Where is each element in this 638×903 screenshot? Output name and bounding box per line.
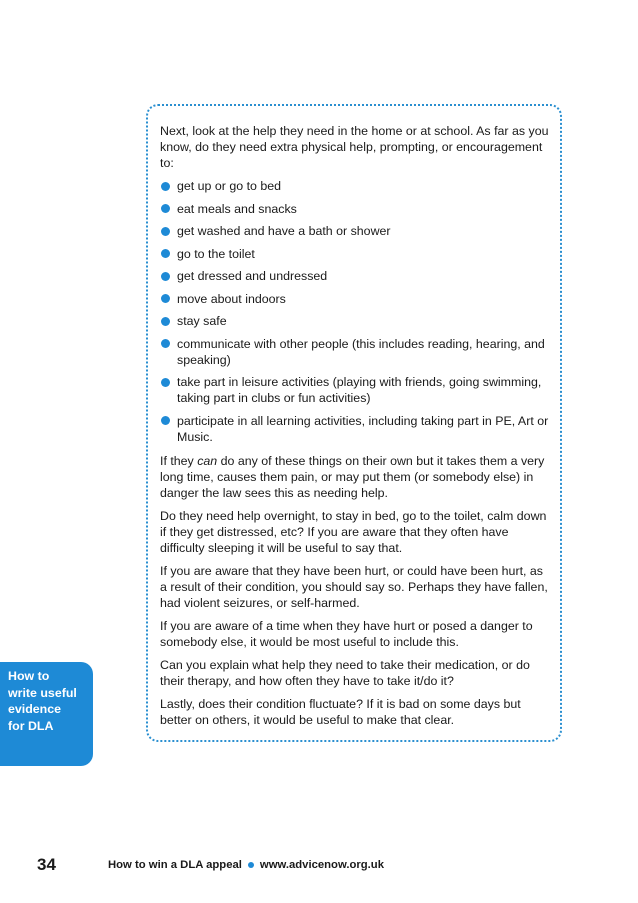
list-item: stay safe bbox=[160, 313, 550, 329]
footer-title: How to win a DLA appeal bbox=[108, 859, 242, 871]
content-box bbox=[160, 123, 550, 735]
page-number: 34 bbox=[37, 855, 56, 874]
medication-paragraph: Can you explain what help they need to take their medication, or do their therapy, and how often they have to take it/do it? bbox=[160, 657, 530, 688]
list-item: get washed and have a bath or shower bbox=[160, 223, 550, 239]
bullet-icon bbox=[161, 317, 170, 326]
bullet-icon bbox=[161, 339, 170, 348]
list-item: get dressed and undressed bbox=[160, 268, 550, 284]
list-item: eat meals and snacks bbox=[160, 201, 550, 217]
footer-url: www.advicenow.org.uk bbox=[259, 859, 384, 871]
can-paragraph: If they can do any of these things on their own but it takes them a very long time, causes them pain, or may put them (or somebody else) in danger the law sees this as needing help. bbox=[160, 453, 545, 500]
list-item: participate in all learning activities, including taking part in PE, Art or Music. bbox=[160, 413, 550, 445]
bullet-separator-icon bbox=[248, 862, 254, 868]
fluctuate-paragraph: Lastly, does their condition fluctuate? If it is bad on some days but better on others, it would be useful to make that clear. bbox=[160, 696, 521, 727]
list-item: get up or go to bed bbox=[160, 178, 550, 194]
hurt-paragraph: If you are aware that they have been hurt, or could have been hurt, as a result of their condition, you should say so. Perhaps they have fallen, had violent seizures, or self-harmed. bbox=[160, 563, 548, 610]
footer bbox=[108, 859, 384, 871]
bullet-icon bbox=[161, 182, 170, 191]
bullet-icon bbox=[161, 249, 170, 258]
bullet-icon bbox=[161, 294, 170, 303]
section-tab: How to write useful evidence for DLA bbox=[0, 662, 93, 766]
bullet-icon bbox=[161, 378, 170, 387]
list-item: communicate with other people (this includes reading, hearing, and speaking) bbox=[160, 336, 550, 368]
intro-paragraph: Next, look at the help they need in the home or at school. As far as you know, do they need extra physical help, prompting, or encouragement to: bbox=[160, 124, 549, 170]
list-item: move about indoors bbox=[160, 291, 550, 307]
list-item: go to the toilet bbox=[160, 246, 550, 262]
bullet-icon bbox=[161, 204, 170, 213]
danger-paragraph: If you are aware of a time when they have hurt or posed a danger to somebody else, it would be most useful to include this. bbox=[160, 618, 533, 649]
bullet-icon bbox=[161, 227, 170, 236]
overnight-paragraph: Do they need help overnight, to stay in bed, go to the toilet, calm down if they get distressed, etc? If you are aware that they often have difficulty sleeping it will be useful to say that. bbox=[160, 508, 547, 555]
list-item: take part in leisure activities (playing with friends, going swimming, taking part in clubs or fun activities) bbox=[160, 374, 550, 406]
help-needs-list bbox=[160, 178, 550, 445]
bullet-icon bbox=[161, 272, 170, 281]
bullet-icon bbox=[161, 416, 170, 425]
can-emphasis: can bbox=[197, 453, 218, 468]
